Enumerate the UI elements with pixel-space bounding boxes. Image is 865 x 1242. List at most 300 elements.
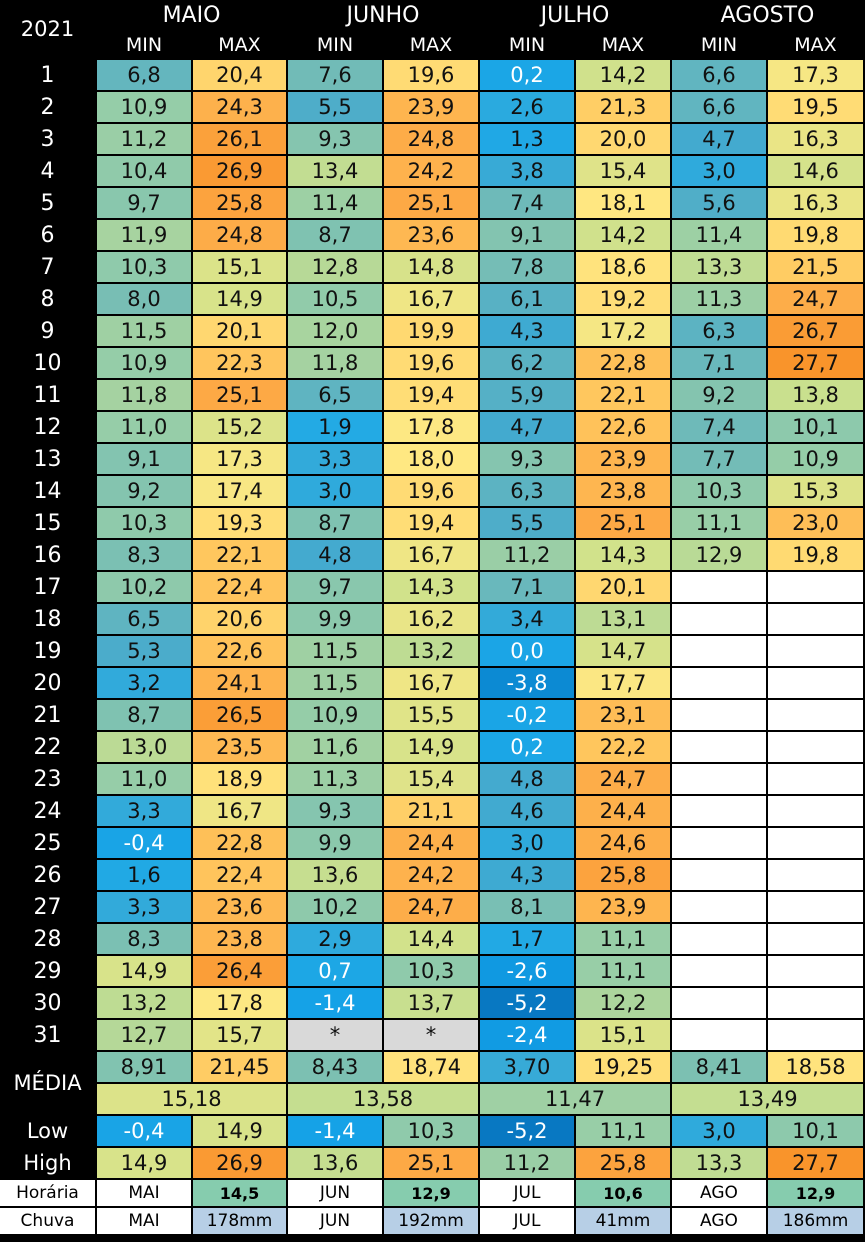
empty-cell bbox=[672, 860, 768, 892]
max-header: MAX bbox=[384, 32, 480, 60]
day-label: 3 bbox=[0, 124, 97, 156]
empty-cell bbox=[672, 956, 768, 988]
empty-cell bbox=[672, 828, 768, 860]
temperature-cell: 11,1 bbox=[672, 508, 768, 540]
temperature-cell: -5,2 bbox=[480, 988, 576, 1020]
temperature-cell: 11,5 bbox=[288, 636, 384, 668]
temperature-cell: 8,3 bbox=[97, 540, 193, 572]
day-label: 28 bbox=[0, 924, 97, 956]
temperature-cell: 20,1 bbox=[193, 316, 288, 348]
temperature-cell: 24,6 bbox=[576, 828, 672, 860]
empty-cell bbox=[768, 668, 865, 700]
empty-cell bbox=[672, 796, 768, 828]
media-month-cell: 15,18 bbox=[97, 1084, 288, 1116]
temperature-cell: 23,8 bbox=[576, 476, 672, 508]
temperature-cell: 23,9 bbox=[576, 444, 672, 476]
empty-cell bbox=[672, 764, 768, 796]
day-label: 2 bbox=[0, 92, 97, 124]
temperature-cell: 5,3 bbox=[97, 636, 193, 668]
temperature-cell: 19,6 bbox=[384, 348, 480, 380]
empty-cell bbox=[768, 604, 865, 636]
temperature-cell: 15,1 bbox=[193, 252, 288, 284]
temperature-cell: 16,3 bbox=[768, 188, 865, 220]
temperature-cell: 22,4 bbox=[193, 572, 288, 604]
temperature-cell: -2,4 bbox=[480, 1020, 576, 1052]
temperature-cell: 3,3 bbox=[97, 892, 193, 924]
temperature-cell: 19,4 bbox=[384, 380, 480, 412]
temperature-cell: 7,8 bbox=[480, 252, 576, 284]
empty-cell bbox=[768, 988, 865, 1020]
temperature-cell: 20,4 bbox=[193, 60, 288, 92]
temperature-cell: 8,1 bbox=[480, 892, 576, 924]
temperature-cell: 1,6 bbox=[97, 860, 193, 892]
chuva-value: 41mm bbox=[576, 1208, 672, 1236]
temperature-cell: 4,8 bbox=[480, 764, 576, 796]
media-cell: 18,58 bbox=[768, 1052, 865, 1084]
horaria-value: 10,6 bbox=[576, 1180, 672, 1208]
temperature-cell: 3,2 bbox=[97, 668, 193, 700]
max-header: MAX bbox=[768, 32, 865, 60]
temperature-cell: -3,8 bbox=[480, 668, 576, 700]
empty-cell bbox=[768, 796, 865, 828]
temperature-cell: 11,1 bbox=[576, 924, 672, 956]
empty-cell bbox=[768, 572, 865, 604]
temperature-cell: 19,9 bbox=[384, 316, 480, 348]
temperature-cell: 15,7 bbox=[193, 1020, 288, 1052]
temperature-cell: 20,1 bbox=[576, 572, 672, 604]
temperature-cell: 14,3 bbox=[384, 572, 480, 604]
temperature-cell: 19,6 bbox=[384, 60, 480, 92]
empty-cell bbox=[768, 732, 865, 764]
temperature-cell: 20,6 bbox=[193, 604, 288, 636]
temperature-cell: 5,5 bbox=[288, 92, 384, 124]
temperature-cell: 10,9 bbox=[768, 444, 865, 476]
temperature-cell: 19,4 bbox=[384, 508, 480, 540]
temperature-cell: 6,1 bbox=[480, 284, 576, 316]
temperature-cell: 18,6 bbox=[576, 252, 672, 284]
temperature-cell: 17,8 bbox=[193, 988, 288, 1020]
media-month-cell: 13,49 bbox=[672, 1084, 865, 1116]
empty-cell bbox=[672, 924, 768, 956]
temperature-cell: 17,3 bbox=[768, 60, 865, 92]
temperature-cell: 14,9 bbox=[193, 284, 288, 316]
temperature-cell: -1,4 bbox=[288, 988, 384, 1020]
temperature-cell: 19,6 bbox=[384, 476, 480, 508]
horaria-month: JUL bbox=[480, 1180, 576, 1208]
day-label: 15 bbox=[0, 508, 97, 540]
day-label: 18 bbox=[0, 604, 97, 636]
empty-cell bbox=[672, 732, 768, 764]
temperature-cell: 10,4 bbox=[97, 156, 193, 188]
low-cell: -0,4 bbox=[97, 1116, 193, 1148]
temperature-cell: 16,7 bbox=[193, 796, 288, 828]
media-cell: 8,43 bbox=[288, 1052, 384, 1084]
temperature-cell: 9,7 bbox=[288, 572, 384, 604]
day-label: 22 bbox=[0, 732, 97, 764]
temperature-cell: 13,1 bbox=[576, 604, 672, 636]
temperature-cell: 19,8 bbox=[768, 220, 865, 252]
temperature-cell: 10,5 bbox=[288, 284, 384, 316]
high-label: High bbox=[0, 1148, 97, 1180]
temperature-cell: 26,5 bbox=[193, 700, 288, 732]
temperature-cell: 24,7 bbox=[576, 764, 672, 796]
temperature-cell: 22,1 bbox=[576, 380, 672, 412]
temperature-cell: 22,4 bbox=[193, 860, 288, 892]
temperature-cell: 5,9 bbox=[480, 380, 576, 412]
chuva-value: 178mm bbox=[193, 1208, 288, 1236]
temperature-cell: 22,2 bbox=[576, 732, 672, 764]
day-label: 13 bbox=[0, 444, 97, 476]
temperature-cell: 11,3 bbox=[672, 284, 768, 316]
temperature-cell: 24,8 bbox=[384, 124, 480, 156]
high-cell: 25,8 bbox=[576, 1148, 672, 1180]
temperature-cell: 3,8 bbox=[480, 156, 576, 188]
temperature-cell: 11,5 bbox=[97, 316, 193, 348]
max-header: MAX bbox=[193, 32, 288, 60]
temperature-cell: 25,8 bbox=[576, 860, 672, 892]
temperature-cell: 5,6 bbox=[672, 188, 768, 220]
empty-cell bbox=[768, 924, 865, 956]
temperature-cell: 9,3 bbox=[288, 124, 384, 156]
empty-cell bbox=[768, 764, 865, 796]
temperature-cell: 13,0 bbox=[97, 732, 193, 764]
horaria-month: AGO bbox=[672, 1180, 768, 1208]
temperature-cell: 11,2 bbox=[97, 124, 193, 156]
chuva-month: AGO bbox=[672, 1208, 768, 1236]
temperature-cell: 12,7 bbox=[97, 1020, 193, 1052]
temperature-cell: 13,6 bbox=[288, 860, 384, 892]
temperature-cell: 10,3 bbox=[97, 508, 193, 540]
temperature-cell: 5,5 bbox=[480, 508, 576, 540]
temperature-cell: 4,6 bbox=[480, 796, 576, 828]
temperature-cell: 24,2 bbox=[384, 860, 480, 892]
temperature-cell: 11,6 bbox=[288, 732, 384, 764]
temperature-cell: 17,8 bbox=[384, 412, 480, 444]
temperature-cell: 24,8 bbox=[193, 220, 288, 252]
temperature-cell: 19,5 bbox=[768, 92, 865, 124]
temperature-cell: 18,9 bbox=[193, 764, 288, 796]
low-label: Low bbox=[0, 1116, 97, 1148]
temperature-cell: 3,0 bbox=[672, 156, 768, 188]
day-label: 11 bbox=[0, 380, 97, 412]
temperature-cell: 1,9 bbox=[288, 412, 384, 444]
temperature-cell: 21,5 bbox=[768, 252, 865, 284]
temperature-cell: 14,2 bbox=[576, 60, 672, 92]
temperature-cell: 15,3 bbox=[768, 476, 865, 508]
temperature-cell: 22,6 bbox=[576, 412, 672, 444]
temperature-cell: 23,6 bbox=[384, 220, 480, 252]
day-label: 24 bbox=[0, 796, 97, 828]
day-label: 16 bbox=[0, 540, 97, 572]
temperature-cell: 24,7 bbox=[384, 892, 480, 924]
temperature-cell: 11,3 bbox=[288, 764, 384, 796]
day-label: 27 bbox=[0, 892, 97, 924]
min-header: MIN bbox=[480, 32, 576, 60]
temperature-cell: 19,8 bbox=[768, 540, 865, 572]
temperature-cell: 25,1 bbox=[576, 508, 672, 540]
temperature-cell: 3,4 bbox=[480, 604, 576, 636]
empty-cell bbox=[672, 1020, 768, 1052]
empty-cell bbox=[672, 892, 768, 924]
temperature-cell: 7,4 bbox=[480, 188, 576, 220]
temperature-cell: 14,4 bbox=[384, 924, 480, 956]
temperature-cell: 0,2 bbox=[480, 60, 576, 92]
day-label: 4 bbox=[0, 156, 97, 188]
temperature-cell: 27,7 bbox=[768, 348, 865, 380]
temperature-cell: 11,8 bbox=[97, 380, 193, 412]
chuva-month: MAI bbox=[97, 1208, 193, 1236]
temperature-cell: 10,2 bbox=[97, 572, 193, 604]
empty-cell bbox=[672, 988, 768, 1020]
temperature-cell: 14,6 bbox=[768, 156, 865, 188]
high-cell: 11,2 bbox=[480, 1148, 576, 1180]
day-label: 1 bbox=[0, 60, 97, 92]
temperature-cell: 23,5 bbox=[193, 732, 288, 764]
temperature-cell: 8,7 bbox=[288, 220, 384, 252]
temperature-cell: 4,7 bbox=[672, 124, 768, 156]
temperature-cell: 8,0 bbox=[97, 284, 193, 316]
temperature-cell: 10,1 bbox=[768, 412, 865, 444]
horaria-label: Horária bbox=[0, 1180, 97, 1208]
temperature-cell: 8,7 bbox=[288, 508, 384, 540]
temperature-cell: 14,8 bbox=[384, 252, 480, 284]
temperature-cell: 26,4 bbox=[193, 956, 288, 988]
temperature-cell: 6,3 bbox=[480, 476, 576, 508]
temperature-cell: 17,2 bbox=[576, 316, 672, 348]
media-label: MÉDIA bbox=[0, 1052, 97, 1116]
temperature-cell: 24,4 bbox=[576, 796, 672, 828]
temperature-cell: 9,9 bbox=[288, 828, 384, 860]
temperature-cell: * bbox=[288, 1020, 384, 1052]
temperature-cell: 20,0 bbox=[576, 124, 672, 156]
chuva-month: JUL bbox=[480, 1208, 576, 1236]
temperature-cell: 11,4 bbox=[672, 220, 768, 252]
low-cell: -1,4 bbox=[288, 1116, 384, 1148]
empty-cell bbox=[672, 668, 768, 700]
temperature-cell: 4,3 bbox=[480, 860, 576, 892]
temperature-cell: 6,6 bbox=[672, 92, 768, 124]
day-label: 21 bbox=[0, 700, 97, 732]
temperature-cell: 15,5 bbox=[384, 700, 480, 732]
chuva-value: 186mm bbox=[768, 1208, 865, 1236]
temperature-cell: 13,2 bbox=[97, 988, 193, 1020]
temperature-cell: 18,0 bbox=[384, 444, 480, 476]
empty-cell bbox=[768, 700, 865, 732]
horaria-value: 14,5 bbox=[193, 1180, 288, 1208]
temperature-cell: 22,3 bbox=[193, 348, 288, 380]
temperature-cell: 13,3 bbox=[672, 252, 768, 284]
media-cell: 8,91 bbox=[97, 1052, 193, 1084]
day-label: 7 bbox=[0, 252, 97, 284]
low-cell: 10,1 bbox=[768, 1116, 865, 1148]
temperature-cell: 16,2 bbox=[384, 604, 480, 636]
temperature-cell: 22,1 bbox=[193, 540, 288, 572]
temperature-cell: 25,8 bbox=[193, 188, 288, 220]
year-cell: 2021 bbox=[0, 0, 97, 60]
temperature-cell: 9,2 bbox=[672, 380, 768, 412]
temperature-cell: -2,6 bbox=[480, 956, 576, 988]
temperature-cell: 11,2 bbox=[480, 540, 576, 572]
temperature-cell: 26,9 bbox=[193, 156, 288, 188]
max-header: MAX bbox=[576, 32, 672, 60]
temperature-cell: 14,9 bbox=[97, 956, 193, 988]
temperature-cell: 12,8 bbox=[288, 252, 384, 284]
temperature-cell: 15,2 bbox=[193, 412, 288, 444]
temperature-cell: 25,1 bbox=[193, 380, 288, 412]
low-cell: 10,3 bbox=[384, 1116, 480, 1148]
day-label: 30 bbox=[0, 988, 97, 1020]
low-cell: 3,0 bbox=[672, 1116, 768, 1148]
temperature-cell: 3,0 bbox=[288, 476, 384, 508]
chuva-value: 192mm bbox=[384, 1208, 480, 1236]
empty-cell bbox=[768, 828, 865, 860]
temperature-cell: 23,9 bbox=[384, 92, 480, 124]
temperature-cell: 6,6 bbox=[672, 60, 768, 92]
empty-cell bbox=[672, 700, 768, 732]
day-label: 25 bbox=[0, 828, 97, 860]
low-cell: 11,1 bbox=[576, 1116, 672, 1148]
temperature-cell: 4,8 bbox=[288, 540, 384, 572]
temperature-cell: 11,1 bbox=[576, 956, 672, 988]
temperature-cell: 11,4 bbox=[288, 188, 384, 220]
temperature-cell: -0,2 bbox=[480, 700, 576, 732]
horaria-value: 12,9 bbox=[768, 1180, 865, 1208]
chuva-label: Chuva bbox=[0, 1208, 97, 1236]
media-cell: 8,41 bbox=[672, 1052, 768, 1084]
min-header: MIN bbox=[672, 32, 768, 60]
temperature-cell: 17,7 bbox=[576, 668, 672, 700]
temperature-cell: 0,7 bbox=[288, 956, 384, 988]
empty-cell bbox=[768, 956, 865, 988]
horaria-month: JUN bbox=[288, 1180, 384, 1208]
high-cell: 13,3 bbox=[672, 1148, 768, 1180]
temperature-cell: 6,3 bbox=[672, 316, 768, 348]
horaria-value: 12,9 bbox=[384, 1180, 480, 1208]
temperature-cell: 24,3 bbox=[193, 92, 288, 124]
month-header-maio: MAIO bbox=[97, 0, 288, 32]
media-month-cell: 13,58 bbox=[288, 1084, 480, 1116]
temperature-cell: 10,9 bbox=[97, 348, 193, 380]
temperature-cell: * bbox=[384, 1020, 480, 1052]
temperature-cell: 7,7 bbox=[672, 444, 768, 476]
temperature-cell: 16,7 bbox=[384, 284, 480, 316]
temperature-cell: 8,7 bbox=[97, 700, 193, 732]
temperature-cell: 7,6 bbox=[288, 60, 384, 92]
temperature-cell: 0,0 bbox=[480, 636, 576, 668]
empty-cell bbox=[672, 636, 768, 668]
temperature-cell: 2,9 bbox=[288, 924, 384, 956]
temperature-cell: 6,8 bbox=[97, 60, 193, 92]
day-label: 10 bbox=[0, 348, 97, 380]
day-label: 17 bbox=[0, 572, 97, 604]
day-label: 31 bbox=[0, 1020, 97, 1052]
day-label: 14 bbox=[0, 476, 97, 508]
temperature-cell: 13,7 bbox=[384, 988, 480, 1020]
temperature-cell: 24,1 bbox=[193, 668, 288, 700]
temperature-cell: 17,4 bbox=[193, 476, 288, 508]
month-header-julho: JULHO bbox=[480, 0, 672, 32]
temperature-cell: 14,3 bbox=[576, 540, 672, 572]
temperature-cell: 26,1 bbox=[193, 124, 288, 156]
media-cell: 18,74 bbox=[384, 1052, 480, 1084]
day-label: 6 bbox=[0, 220, 97, 252]
empty-cell bbox=[768, 860, 865, 892]
temperature-cell: 4,3 bbox=[480, 316, 576, 348]
day-label: 26 bbox=[0, 860, 97, 892]
low-cell: -5,2 bbox=[480, 1116, 576, 1148]
temperature-cell: 14,2 bbox=[576, 220, 672, 252]
temperature-cell: 3,3 bbox=[97, 796, 193, 828]
high-cell: 26,9 bbox=[193, 1148, 288, 1180]
temperature-cell: 1,7 bbox=[480, 924, 576, 956]
temperature-cell: 23,9 bbox=[576, 892, 672, 924]
day-label: 23 bbox=[0, 764, 97, 796]
temperature-cell: 24,7 bbox=[768, 284, 865, 316]
day-label: 20 bbox=[0, 668, 97, 700]
temperature-cell: 11,5 bbox=[288, 668, 384, 700]
temperature-cell: -0,4 bbox=[97, 828, 193, 860]
temperature-cell: 8,3 bbox=[97, 924, 193, 956]
temperature-cell: 6,5 bbox=[97, 604, 193, 636]
temperature-cell: 23,0 bbox=[768, 508, 865, 540]
temperature-cell: 23,1 bbox=[576, 700, 672, 732]
temperature-cell: 9,7 bbox=[97, 188, 193, 220]
day-label: 12 bbox=[0, 412, 97, 444]
temperature-cell: 9,2 bbox=[97, 476, 193, 508]
temperature-cell: 24,4 bbox=[384, 828, 480, 860]
high-cell: 27,7 bbox=[768, 1148, 865, 1180]
temperature-cell: 7,4 bbox=[672, 412, 768, 444]
temperature-cell: 12,9 bbox=[672, 540, 768, 572]
temperature-cell: 6,2 bbox=[480, 348, 576, 380]
media-month-cell: 11,47 bbox=[480, 1084, 672, 1116]
temperature-cell: 11,0 bbox=[97, 412, 193, 444]
temperature-cell: 10,3 bbox=[672, 476, 768, 508]
temperature-cell: 3,3 bbox=[288, 444, 384, 476]
media-cell: 19,25 bbox=[576, 1052, 672, 1084]
month-header-agosto: AGOSTO bbox=[672, 0, 865, 32]
temperature-cell: 6,5 bbox=[288, 380, 384, 412]
temperature-cell: 9,3 bbox=[480, 444, 576, 476]
temperature-cell: 9,9 bbox=[288, 604, 384, 636]
temperature-cell: 14,7 bbox=[576, 636, 672, 668]
temperature-cell: 11,8 bbox=[288, 348, 384, 380]
temperature-cell: 15,1 bbox=[576, 1020, 672, 1052]
day-label: 9 bbox=[0, 316, 97, 348]
temperature-cell: 1,3 bbox=[480, 124, 576, 156]
temperature-cell: 15,4 bbox=[576, 156, 672, 188]
temperature-cell: 13,2 bbox=[384, 636, 480, 668]
temperature-cell: 14,9 bbox=[384, 732, 480, 764]
empty-cell bbox=[768, 636, 865, 668]
temperature-cell: 11,0 bbox=[97, 764, 193, 796]
high-cell: 13,6 bbox=[288, 1148, 384, 1180]
temperature-cell: 19,3 bbox=[193, 508, 288, 540]
media-cell: 3,70 bbox=[480, 1052, 576, 1084]
temperature-cell: 15,4 bbox=[384, 764, 480, 796]
temperature-cell: 10,2 bbox=[288, 892, 384, 924]
empty-cell bbox=[768, 1020, 865, 1052]
temperature-cell: 4,7 bbox=[480, 412, 576, 444]
high-cell: 25,1 bbox=[384, 1148, 480, 1180]
temperature-cell: 10,9 bbox=[288, 700, 384, 732]
horaria-month: MAI bbox=[97, 1180, 193, 1208]
day-label: 8 bbox=[0, 284, 97, 316]
min-header: MIN bbox=[288, 32, 384, 60]
temperature-cell: 9,1 bbox=[97, 444, 193, 476]
empty-cell bbox=[768, 892, 865, 924]
temperature-cell: 10,3 bbox=[97, 252, 193, 284]
